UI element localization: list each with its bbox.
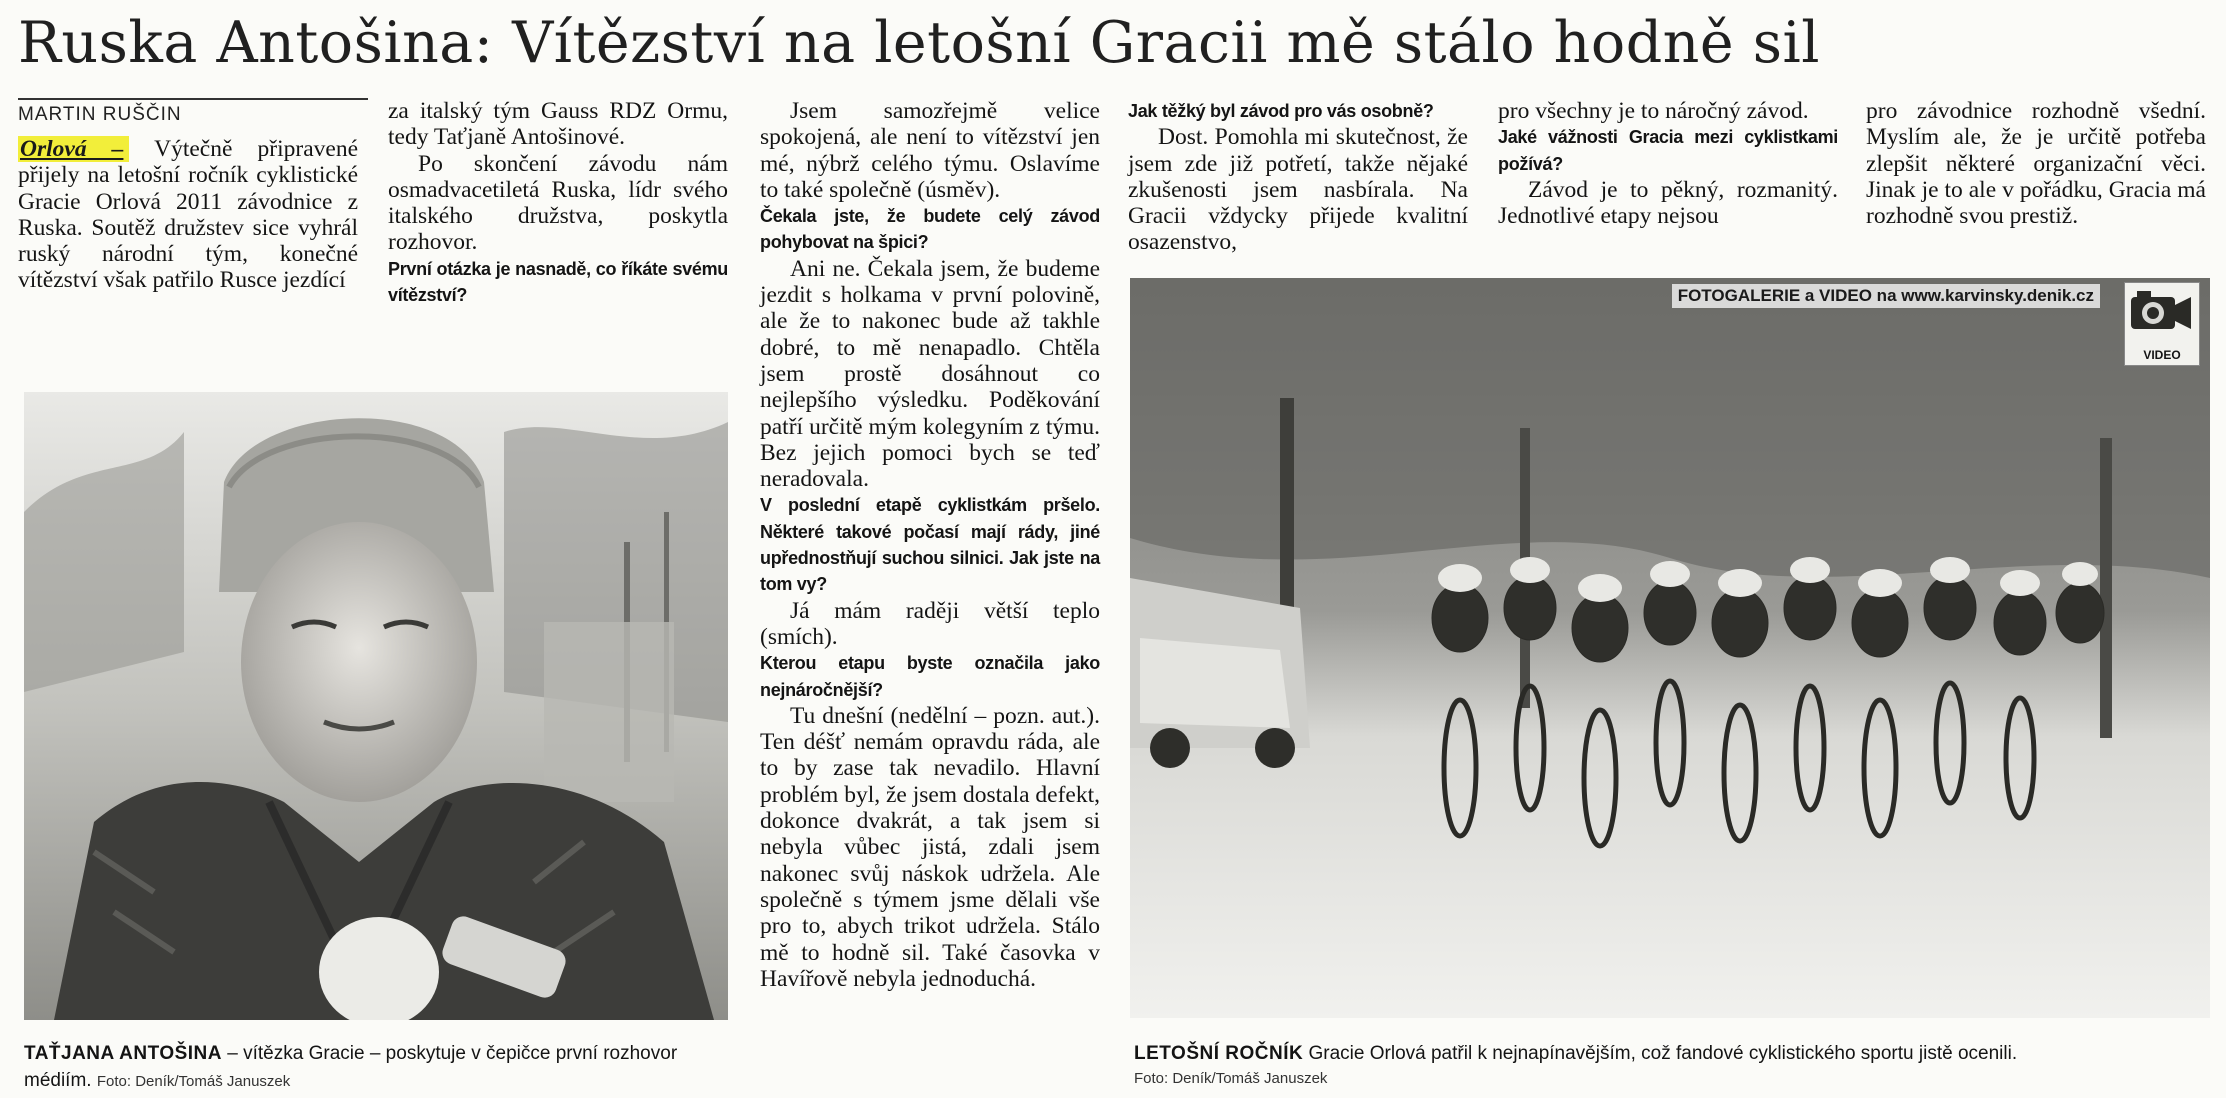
interview-answer: Dost. Pomohla mi skutečnost, že jsem zde již potřetí, takže nějaké zkušenosti jsem nasbírala. Na Gracii vždycky přijede kvalitní osazenstvo, xyxy=(1128,124,1468,256)
photo-antosina-image xyxy=(24,392,728,1020)
interview-answer: Tu dnešní (nedělní – pozn. aut.). Ten déšť nemám opravdu ráda, ale to by zase tak nevadilo. Hlavní problém byl, že jsem dostala defekt, dokonce dvakrát, a tak jsem si nebyla vůbec jistá, zdali jsem nakonec svůj náskok udržela. Ale společně s týmem jsme dělali vše pro to, abych trikot udržela. Stálo mě to hodně sil. Také časovka v Havířově nebyla jednoduchá. xyxy=(760,702,1100,992)
photo-cyclists xyxy=(1130,278,2210,1018)
interview-answer: Já mám raději větší teplo (smích). xyxy=(760,597,1100,650)
video-badge[interactable] xyxy=(2124,282,2200,366)
article-column-2 xyxy=(388,98,728,308)
interview-answer: Závod je to pěkný, rozmanitý. Jednotlivé etapy nejsou xyxy=(1498,176,1838,230)
paragraph: za italský tým Gauss RDZ Ormu, tedy Taťjaně Antošinové. xyxy=(388,98,728,151)
article-column-1 xyxy=(18,136,358,294)
interview-answer: pro všechny je to náročný závod. xyxy=(1498,98,1809,124)
photo-credit: Foto: Deník/Tomáš Januszek xyxy=(1134,1070,1328,1087)
photo-antosina-caption: TAŤJANA ANTOŠINA – vítězka Gracie – poskytuje v čepičce první rozhovor médiím. Foto: Deník/Tomáš Januszek xyxy=(24,1043,678,1091)
photo-cyclists-caption: LETOŠNÍ ROČNÍK Gracie Orlová patřil k nejnapínavějším, což fandové cyklistického sportu jistě ocenili. xyxy=(1134,1043,2018,1064)
article-column-3 xyxy=(760,98,1100,992)
interview-answer: Jsem samozřejmě velice spokojená, ale není to vítězství jen mé, nýbrž celého týmu. Oslavíme to také společně (úsměv). xyxy=(760,98,1100,203)
article-column-5 xyxy=(1498,98,1838,229)
video-camera-icon xyxy=(2125,283,2199,343)
interview-answer: pro závodnice rozhodně všední. Myslím ale, že je určitě potřeba zlepšit některé organizační věci. Jinak je to ale v pořádku, Gracia má rozhodně svou prestiž. xyxy=(1866,98,2206,230)
article-column-4 xyxy=(1128,98,1468,256)
interview-question: První otázka je nasnadě, co říkáte svému vítězství? xyxy=(388,258,728,306)
video-label: VIDEO xyxy=(2143,348,2181,362)
headline: Ruska Antošina: Vítězství na letošní Gracii mě stálo hodně sil xyxy=(18,10,1820,76)
photo-credit: Foto: Deník/Tomáš Januszek xyxy=(96,1073,291,1090)
byline-rule xyxy=(18,98,368,128)
photo-cyclists-image xyxy=(1130,278,2210,1018)
byline: MARTIN RUŠČIN xyxy=(18,104,182,125)
photo-antosina xyxy=(24,392,728,1020)
interview-answer: Ani ne. Čekala jsem, že budeme jezdit s holkama v první polovině, ale že to nakonec bude až takhle dobré, to mě nenapadlo. Chtěla jsem prostě dosáhnout co nejlepšího výsledku. Poděkování patří určitě mým kolegyním z týmu. Bez jejich pomoci bych se teď neradovala. xyxy=(760,255,1100,493)
dateline-orlova: Orlová – xyxy=(18,136,129,162)
interview-question: Čekala jste, že budete celý závod pohybovat na špici? xyxy=(760,206,1100,253)
intro-paragraph: Orlová – Výtečně připravené přijely na letošní ročník cyklistické Gracie Orlová 2011 závodnice z Ruska. Soutěž družstev sice vyhrál ruský národní tým, konečné vítězství však patřilo Rusce jezdící xyxy=(18,136,358,294)
gallery-video-link[interactable]: FOTOGALERIE a VIDEO na www.karvinsky.denik.cz xyxy=(1672,284,2100,308)
article-column-6 xyxy=(1866,98,2206,229)
paragraph: Po skončení závodu nám osmadvacetiletá Ruska, lídr svého italského družstva, poskytla rozhovor. xyxy=(388,150,728,256)
interview-question: Jaké vážnosti Gracia mezi cyklistkami požívá? xyxy=(1498,127,1838,174)
interview-question: V poslední etapě cyklistkám pršelo. Některé takové počasí mají rády, jiné upřednostňují suchou silnici. Jak jste na tom vy? xyxy=(760,495,1100,595)
caption-name: TAŤJANA ANTOŠINA xyxy=(24,1043,222,1064)
interview-question: Kterou etapu byste označila jako nejnáročnější? xyxy=(760,653,1100,700)
interview-question: Jak těžký byl závod pro vás osobně? xyxy=(1128,101,1434,121)
caption-name: LETOŠNÍ ROČNÍK xyxy=(1134,1043,1304,1064)
